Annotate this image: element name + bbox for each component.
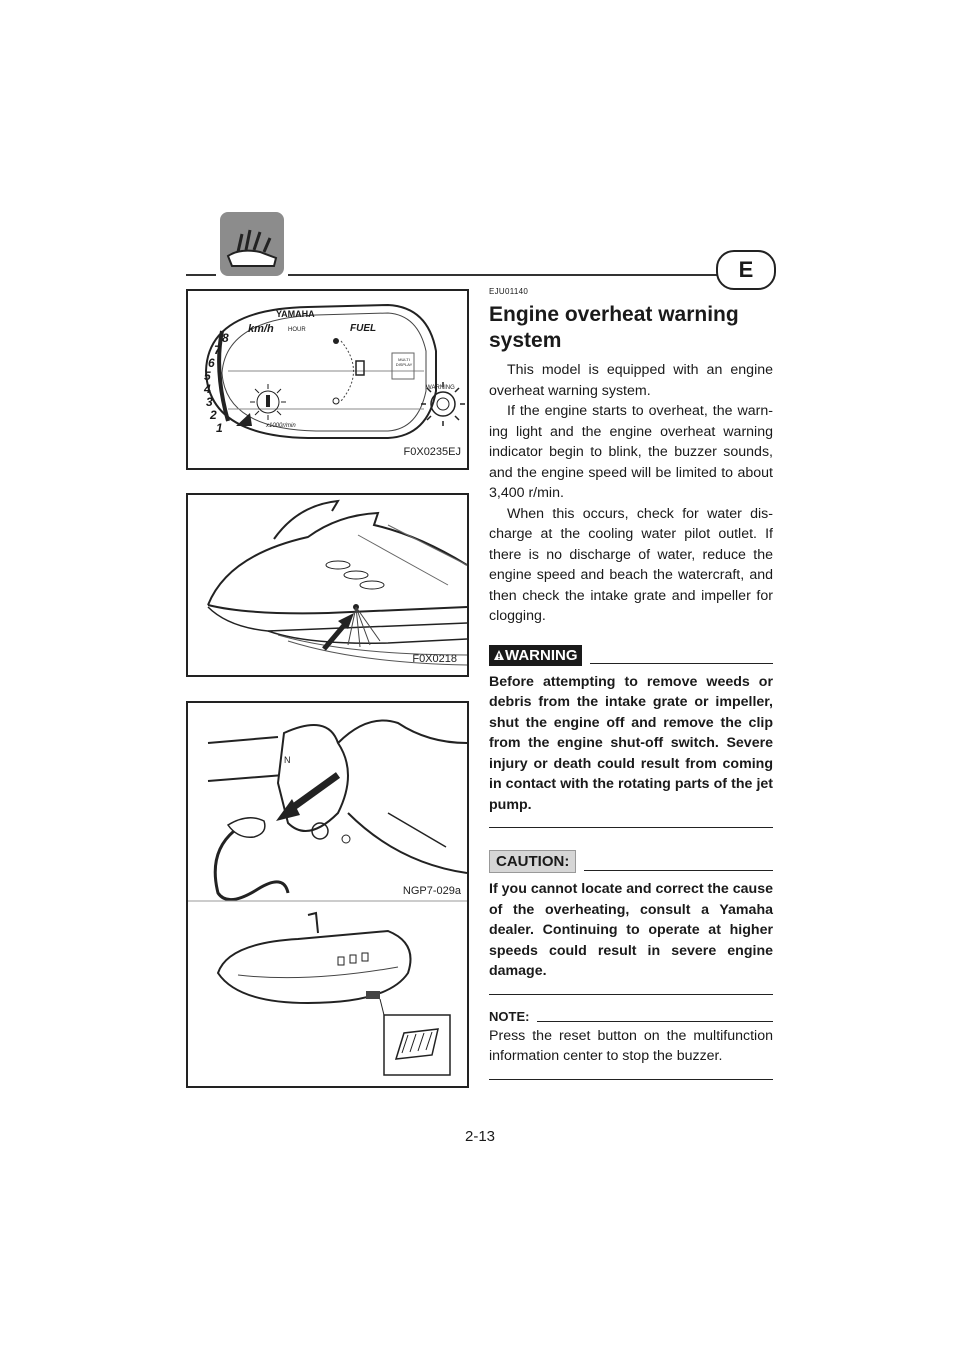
meter-tick-8: 8 [222, 331, 229, 345]
svg-text:N: N [284, 755, 291, 765]
warning-label: WARNING [489, 645, 582, 666]
figure-handlebar [186, 701, 469, 1088]
caution-text: If you cannot locate and correct the cause of the overheating, consult a Yamaha dealer. Continuing to operate at higher speeds could result in severe engine damage. [489, 881, 773, 979]
header-rule [186, 274, 216, 276]
divider [489, 827, 773, 828]
meter-brand: YAMAHA [276, 309, 315, 319]
figure-meter [186, 289, 469, 470]
warning-header [489, 645, 773, 666]
note-label: NOTE: [489, 1008, 530, 1024]
meter-tick-4: 4 [204, 382, 211, 396]
meter-tick-1: 1 [216, 421, 223, 435]
body-paragraph: When this occurs, check for water dis- charge at the cooling water pilot outlet. If there is no discharge of water, reduce the engine speed and beach the watercraft, and then check the intake grate and impeller for clogging. [489, 505, 773, 624]
section-code: EJU01140 [489, 287, 529, 296]
meter-tick-3: 3 [206, 395, 213, 409]
figure-watercraft [186, 493, 469, 677]
body-paragraph: If the engine starts to overheat, the warn- ing light and the engine overheat warning indicator begin to blink, the buzzer sounds, and the engine speed will be limited to about 3,400 r/min. [489, 403, 773, 501]
page-number: 2-13 [464, 1128, 496, 1145]
divider [489, 994, 773, 995]
figure-caption: F0X0218 [412, 653, 457, 665]
meter-fuel-label: FUEL [350, 323, 377, 334]
warning-text: Before attempting to remove weeds or debris from the intake grate or impeller, shut the engine off and remove the clip from the engine shut-off switch. Severe injury or death could result from coming in contact with the rotating parts of the jet pump. [489, 673, 773, 813]
note-header [489, 1009, 773, 1024]
divider [489, 1079, 773, 1080]
meter-tick-5: 5 [204, 369, 211, 383]
meter-tick-7: 7 [214, 343, 221, 357]
meter-tick-2: 2 [210, 408, 217, 422]
warning-icon [493, 649, 505, 661]
meter-rpm-label: x1000r/min [266, 423, 296, 429]
section-icon [220, 212, 284, 276]
watercraft-illustration [188, 495, 467, 675]
section-title: Engine overheat warning system [489, 303, 739, 352]
caution-label: CAUTION: [489, 850, 576, 873]
meter-illustration [188, 291, 467, 468]
note-text: Press the reset button on the multifunction information center to stop the buzzer. [489, 1027, 773, 1064]
section-content [489, 287, 773, 1080]
figure-caption: F0X0235EJ [403, 446, 461, 458]
meter-tick-6: 6 [208, 356, 215, 370]
language-badge: E [716, 250, 776, 290]
body-paragraph: This model is equipped with an engine overheat warning system. [489, 362, 773, 399]
header-rule [288, 274, 718, 276]
caution-header [489, 850, 773, 873]
meter-hour-label: HOUR [288, 327, 306, 333]
figure-caption: NGP7-029a [402, 885, 461, 897]
intake-grate-icon [384, 1015, 450, 1075]
meter-speed-unit: km/h [248, 323, 274, 335]
meter-multi-label: MULTI DISPLAY [395, 357, 413, 367]
meter-warning-label: WARNING [426, 385, 455, 391]
